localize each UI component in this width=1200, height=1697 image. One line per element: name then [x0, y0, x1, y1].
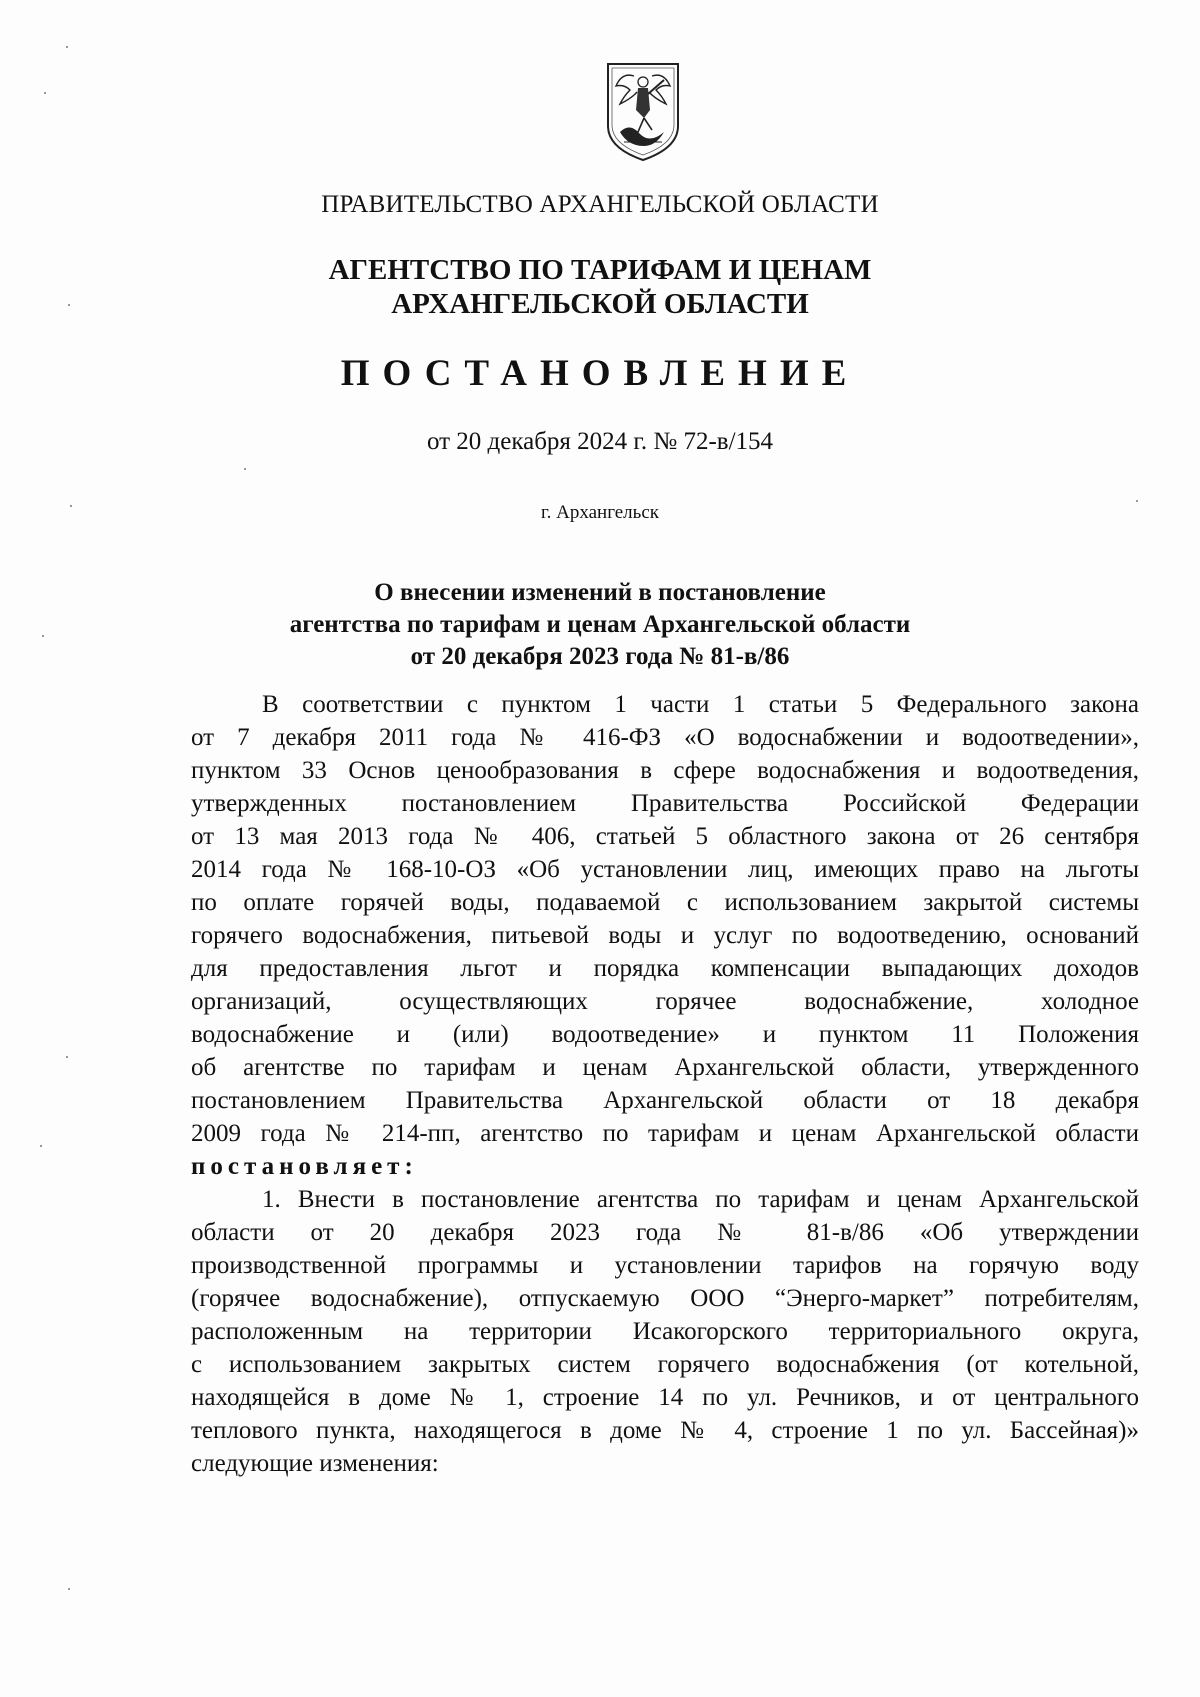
scan-speck [40, 1145, 42, 1147]
scan-speck [1136, 500, 1138, 502]
agency-title-line2: АРХАНГЕЛЬСКОЙ ОБЛАСТИ [391, 288, 809, 320]
coat-of-arms-emblem [604, 60, 682, 164]
subject-line3: от 20 декабря 2023 года № 81-в/86 [410, 643, 790, 670]
body-line: водоснабжение и (или) водоотведение» и пунктом 11 Положения [191, 1021, 1139, 1048]
body-line: об агентстве по тарифам и ценам Архангельской области, утвержденного [191, 1054, 1139, 1081]
subject-line1: О внесении изменений в постановление [374, 579, 826, 606]
item1-line: производственной программы и установлении тарифов на горячую воду [191, 1252, 1139, 1279]
body-line: пунктом 33 Основ ценообразования в сфере водоснабжения и водоотведения, [191, 757, 1139, 784]
agency-title-line1: АГЕНТСТВО ПО ТАРИФАМ И ЦЕНАМ [328, 254, 872, 286]
body-line: 2009 года № 214-пп, агентство по тарифам и ценам Архангельской области [191, 1120, 1139, 1147]
body-line: для предоставления льгот и порядка компенсации выпадающих доходов [191, 955, 1139, 982]
body-line: 2014 года № 168-10-ОЗ «Об установлении лиц, имеющих право на льготы [191, 856, 1139, 883]
item1-line: 1. Внести в постановление агентства по тарифам и ценам Архангельской [262, 1186, 1139, 1213]
body-line: утвержденных постановлением Правительства Российской Федерации [191, 790, 1139, 817]
scan-speck [44, 92, 46, 94]
item1-line: следующие изменения: [191, 1450, 439, 1477]
item1-line: (горячее водоснабжение), отпускаемую ООО “Энерго-маркет” потребителям, [191, 1285, 1139, 1312]
body-line: от 7 декабря 2011 года № 416-ФЗ «О водоснабжении и водоотведении», [191, 724, 1139, 751]
body-line: горячего водоснабжения, питьевой воды и услуг по водоотведению, оснований [191, 922, 1139, 949]
scan-speck [66, 1056, 68, 1058]
item1-line: находящейся в доме № 1, строение 14 по ул. Речников, и от центрального [191, 1384, 1139, 1411]
scan-speck [70, 505, 72, 507]
subject-line2: агентства по тарифам и ценам Архангельской области [289, 611, 911, 638]
body-line: В соответствии с пунктом 1 части 1 статьи 5 Федерального закона [262, 691, 1139, 718]
scan-speck [66, 46, 68, 48]
resolves-word: постановляет: [191, 1153, 418, 1180]
body-line: организаций, осуществляющих горячее водоснабжение, холодное [191, 988, 1139, 1015]
document-city: г. Архангельск [540, 502, 659, 523]
item1-line: расположенным на территории Исакогорского территориального округа, [191, 1318, 1139, 1345]
scan-speck [244, 468, 246, 470]
body-line: от 13 мая 2013 года № 406, статьей 5 областного закона от 26 сентября [191, 823, 1139, 850]
resolves-line [191, 1152, 1139, 1182]
document-type-heading: ПОСТАНОВЛЕНИЕ [340, 353, 860, 394]
government-title: ПРАВИТЕЛЬСТВО АРХАНГЕЛЬСКОЙ ОБЛАСТИ [321, 191, 879, 218]
body-line: по оплате горячей воды, подаваемой с использованием закрытой системы [191, 889, 1139, 916]
scan-speck [42, 635, 44, 637]
document-date-number: от 20 декабря 2024 г. № 72-в/154 [426, 428, 774, 455]
scan-speck [68, 1588, 70, 1590]
item1-line: области от 20 декабря 2023 года № 81-в/86 «Об утверждении [191, 1219, 1139, 1246]
item1-line: с использованием закрытых систем горячего водоснабжения (от котельной, [191, 1351, 1139, 1378]
body-line: постановлением Правительства Архангельской области от 18 декабря [191, 1087, 1139, 1114]
scan-speck [68, 304, 70, 306]
item1-line: теплового пункта, находящегося в доме № 4, строение 1 по ул. Бассейная)» [191, 1417, 1139, 1444]
